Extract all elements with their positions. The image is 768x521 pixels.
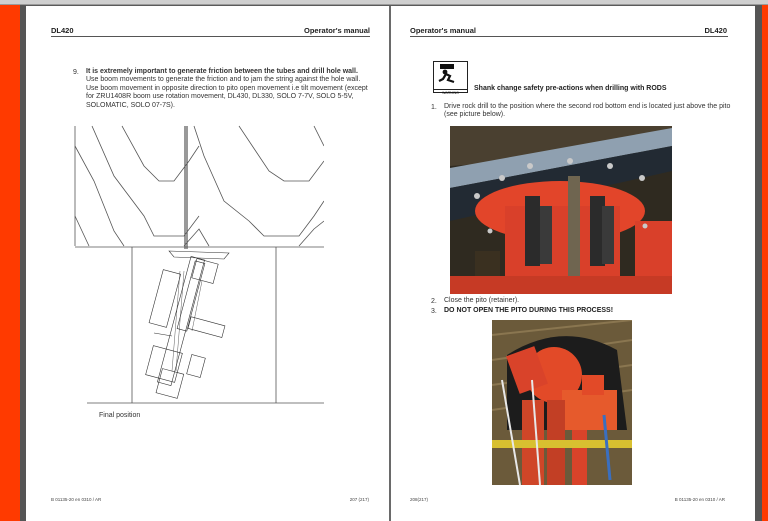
step-9-body: Use boom movements to generate the friction and to jam the string against the hole wall. Use boom movement in opposite direction to pito open movement i.e tilt movement (except for ZRU1408R boom use rotation movement, DL430, DL330, SOLO 7-7V, SOLO 5-5V, SOLOMATIC, SOLO 07-7S). xyxy=(86,76,368,109)
step-number: 2. xyxy=(431,298,437,305)
step-1-text: Drive rock drill to the position where the second rod bottom end is located just above the pito (see picture below). xyxy=(444,103,731,119)
photo-pito-rod-position xyxy=(450,126,672,294)
footer-doc-code: B 01135-20 en 0310 / AR xyxy=(674,497,725,502)
step-number: 3. xyxy=(431,308,437,315)
footer-page-number: 208(217) xyxy=(410,497,429,502)
header-rule xyxy=(51,36,370,37)
footer-doc-code: B 01135-20 en 0310 / AR xyxy=(51,497,102,502)
page-header-title: Operator's manual xyxy=(410,26,476,35)
viewer-toolbar xyxy=(0,0,768,5)
step-9-emphasis: It is extremely important to generate friction between the tubes and drill hole wall. xyxy=(86,68,358,75)
figure-caption: Final position xyxy=(99,412,141,419)
header-rule xyxy=(410,36,728,37)
page-header-model: DL420 xyxy=(704,26,727,35)
step-number: 9. xyxy=(73,69,79,76)
warning-label: WARNING xyxy=(434,89,467,96)
footer-page-number: 207 (217) xyxy=(349,497,369,502)
viewer-left-accent-bar xyxy=(0,5,20,521)
photo-closed-pito xyxy=(492,320,632,485)
viewer-right-gutter xyxy=(755,5,762,521)
step-number: 1. xyxy=(431,104,437,111)
step-3-warning-text: DO NOT OPEN THE PITO DURING THIS PROCESS! xyxy=(444,307,614,314)
crush-hazard-icon xyxy=(434,62,467,84)
page-header-model: DL420 xyxy=(51,26,74,35)
step-9-text xyxy=(86,68,372,110)
step-2-text: Close the pito (retainer). xyxy=(444,297,520,304)
warning-sign xyxy=(433,61,468,93)
drill-position-drawing xyxy=(74,121,324,406)
warning-title: Shank change safety pre-actions when drilling with RODS xyxy=(474,85,667,92)
viewer-right-accent-bar xyxy=(762,5,768,521)
document-page-207 xyxy=(26,6,389,521)
document-page-208 xyxy=(391,6,755,521)
page-header-title: Operator's manual xyxy=(304,26,370,35)
